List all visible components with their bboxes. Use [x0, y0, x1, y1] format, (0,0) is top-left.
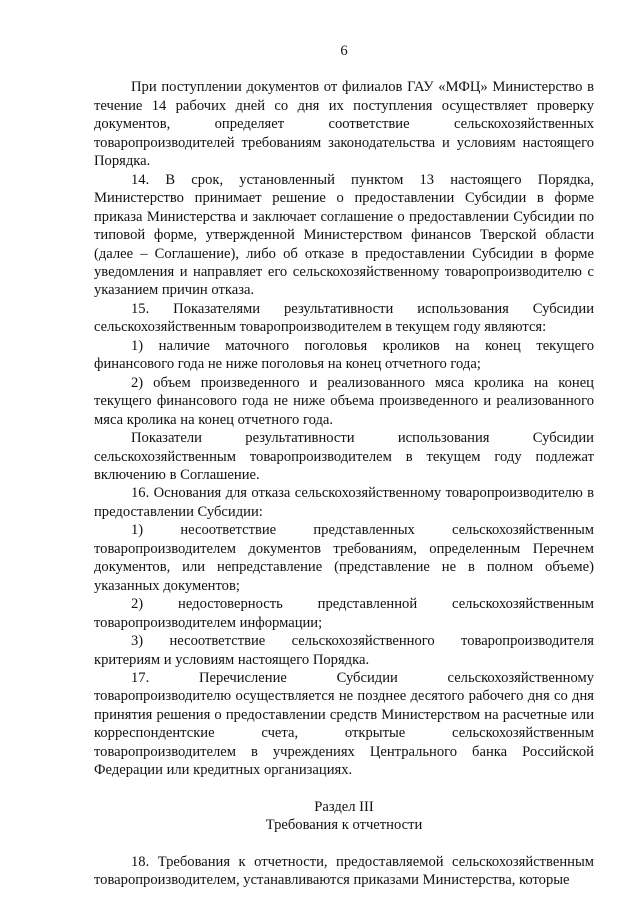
paragraph-16-item-3: 3) несоответствие сельскохозяйственного товаропроизводителя критериям и условиям настоящего Порядка.	[94, 633, 594, 668]
section-title: Требования к отчетности	[265, 817, 423, 834]
paragraph-17: 17. Перечисление Субсидии сельскохозяйственному товаропроизводителю осуществляется не позднее десятого рабочего дня со дня принятия решения о предоставлении средств Министерством на расчетные или корреспондентские счета, открытые сельскохозяйственным товаропроизводителем в учреждениях Центрального банка Российской Федерации или кредитных организациях.	[94, 669, 594, 779]
paragraph-15-item-1: 1) наличие маточного поголовья кроликов на конец текущего финансового года не ниже поголовья на конец отчетного года;	[94, 337, 594, 373]
page-number: 6	[340, 43, 348, 59]
paragraph-15-item-2: 2) объем произведенного и реализованного мяса кролика на конец текущего финансового года не ниже объема произведенного и реализованного мяса кролика на конец отчетного года.	[94, 374, 594, 428]
paragraph-16: 16. Основания для отказа сельскохозяйственному товаропроизводителю в предоставлении Субсидии:	[94, 485, 594, 520]
section-number: Раздел III	[314, 798, 374, 815]
document-page	[94, 42, 594, 889]
paragraph-mfc-documents-check: При поступлении документов от филиалов ГАУ «МФЦ» Министерство в течение 14 рабочих дней со дня их поступления осуществляет проверку документов, определяет соответствие сельскохозяйственных товаропроизводителей требованиям законодательства и условиям настоящего Порядка.	[94, 79, 594, 170]
paragraph-performance-indicators: Показатели результативности использования Субсидии сельскохозяйственным товаропроизводителем в текущем году подлежат включению в Соглашение.	[94, 430, 594, 483]
paragraph-14: 14. В срок, установленный пунктом 13 настоящего Порядка, Министерство принимает решение о предоставлении Субсидии в форме приказа Министерства и заключает соглашение о предоставлении Субсидии по типовой форме, утвержденной Министерством финансов Тверской области (далее – Соглашение), либо об отказе в предоставлении Субсидии в форме уведомления и направляет его сельскохозяйственному товаропроизводителю с указанием причин отказа.	[94, 171, 594, 299]
paragraph-18: 18. Требования к отчетности, предоставляемой сельскохозяйственным товаропроизводителем, устанавливаются приказами Министерства, которые	[94, 853, 594, 889]
paragraph-16-item-2: 2) недостоверность представленной сельскохозяйственным товаропроизводителем информации;	[94, 596, 594, 631]
paragraph-16-item-1: 1) несоответствие представленных сельскохозяйственным товаропроизводителем документов требованиям, определенным Перечнем документов, или непредставление (представление не в полном объеме) указанных документов;	[94, 522, 594, 594]
paragraph-15: 15. Показателями результативности использования Субсидии сельскохозяйственным товаропроизводителем в текущем году являются:	[94, 300, 594, 336]
